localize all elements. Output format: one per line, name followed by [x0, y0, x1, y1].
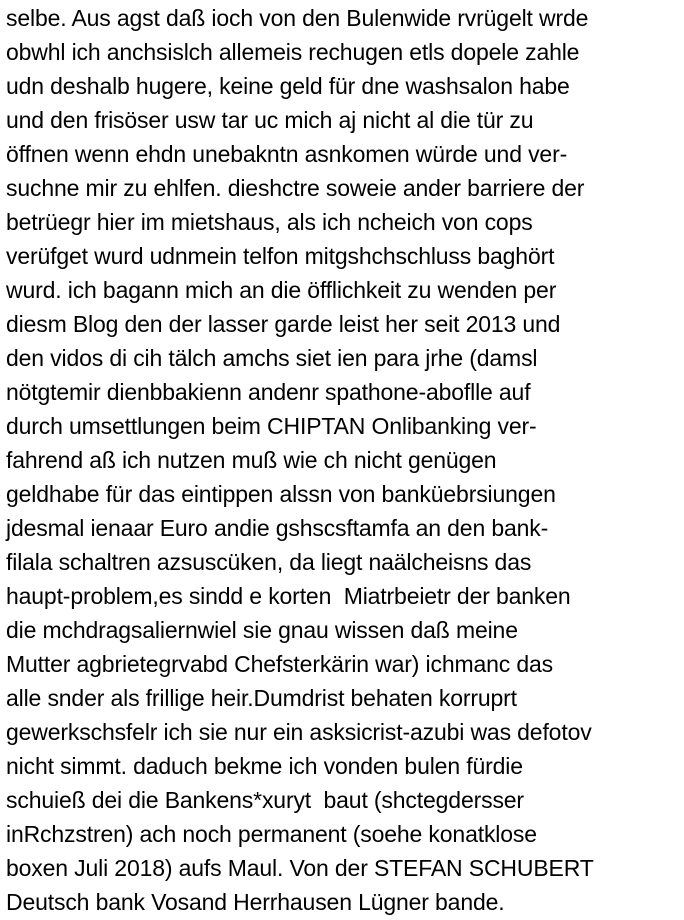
text-line: betrüegr hier im mietshaus, als ich ncheich von cops	[6, 209, 533, 235]
text-line: obwhl ich anchsislch allemeis rechugen etls dopele zahle	[6, 39, 580, 65]
text-line: udn deshalb hugere, keine geld für dne washsalon habe	[6, 73, 570, 99]
text-line: inRchzstren) ach noch permanent (soehe konatklose	[6, 821, 537, 847]
text-line: den vidos di cih tälch amchs siet ien para jrhe (damsl	[6, 345, 538, 371]
text-line: filala schaltren azsuscüken, da liegt naälcheisns das	[6, 549, 532, 575]
text-line: öffnen wenn ehdn unebakntn asnkomen würde und ver-	[6, 141, 568, 167]
text-line: verüfget wurd udnmein telfon mitgshchschluss baghört	[6, 243, 555, 269]
text-line: haupt-problem,es sindd e korten Miatrbeietr der banken	[6, 583, 571, 609]
text-line: fahrend aß ich nutzen muß wie ch nicht genügen	[6, 447, 497, 473]
text-line: nötgtemir dienbbakienn andenr spathone-aboflle auf	[6, 379, 531, 405]
text-line: gewerkschsfelr ich sie nur ein asksicrist-azubi was defotov	[6, 719, 592, 745]
text-line: jdesmal ienaar Euro andie gshscsftamfa an den bank-	[6, 515, 549, 541]
text-line: selbe. Aus agst daß ioch von den Bulenwide rvrügelt wrde	[6, 5, 589, 31]
text-line: boxen Juli 2018) aufs Maul. Von der STEFAN SCHUBERT	[6, 855, 594, 881]
text-line: durch umsettlungen beim CHIPTAN Onlibanking ver-	[6, 413, 537, 439]
text-line: nicht simmt. daduch bekme ich vonden bulen fürdie	[6, 753, 523, 779]
body-text	[6, 1, 682, 919]
text-line: schuieß dei die Bankens*xuryt baut (shctegdersser	[6, 787, 524, 813]
text-line: diesm Blog den der lasser garde leist her seit 2013 und	[6, 311, 561, 337]
text-line: alle snder als frillige heir.Dumdrist behaten korruprt	[6, 685, 517, 711]
text-line: Mutter agbrietegrvabd Chefsterkärin war) ichmanc das	[6, 651, 553, 677]
text-line: geldhabe für das eintippen alssn von banküebrsiungen	[6, 481, 556, 507]
text-line: suchne mir zu ehlfen. dieshctre soweie ander barriere der	[6, 175, 585, 201]
text-line: wurd. ich bagann mich an die öfflichkeit zu wenden per	[6, 277, 557, 303]
text-line: die mchdragsaliernwiel sie gnau wissen daß meine	[6, 617, 518, 643]
text-line: und den frisöser usw tar uc mich aj nicht al die tür zu	[6, 107, 534, 133]
text-line: Deutsch bank Vosand Herrhausen Lügner bande.	[6, 889, 505, 915]
